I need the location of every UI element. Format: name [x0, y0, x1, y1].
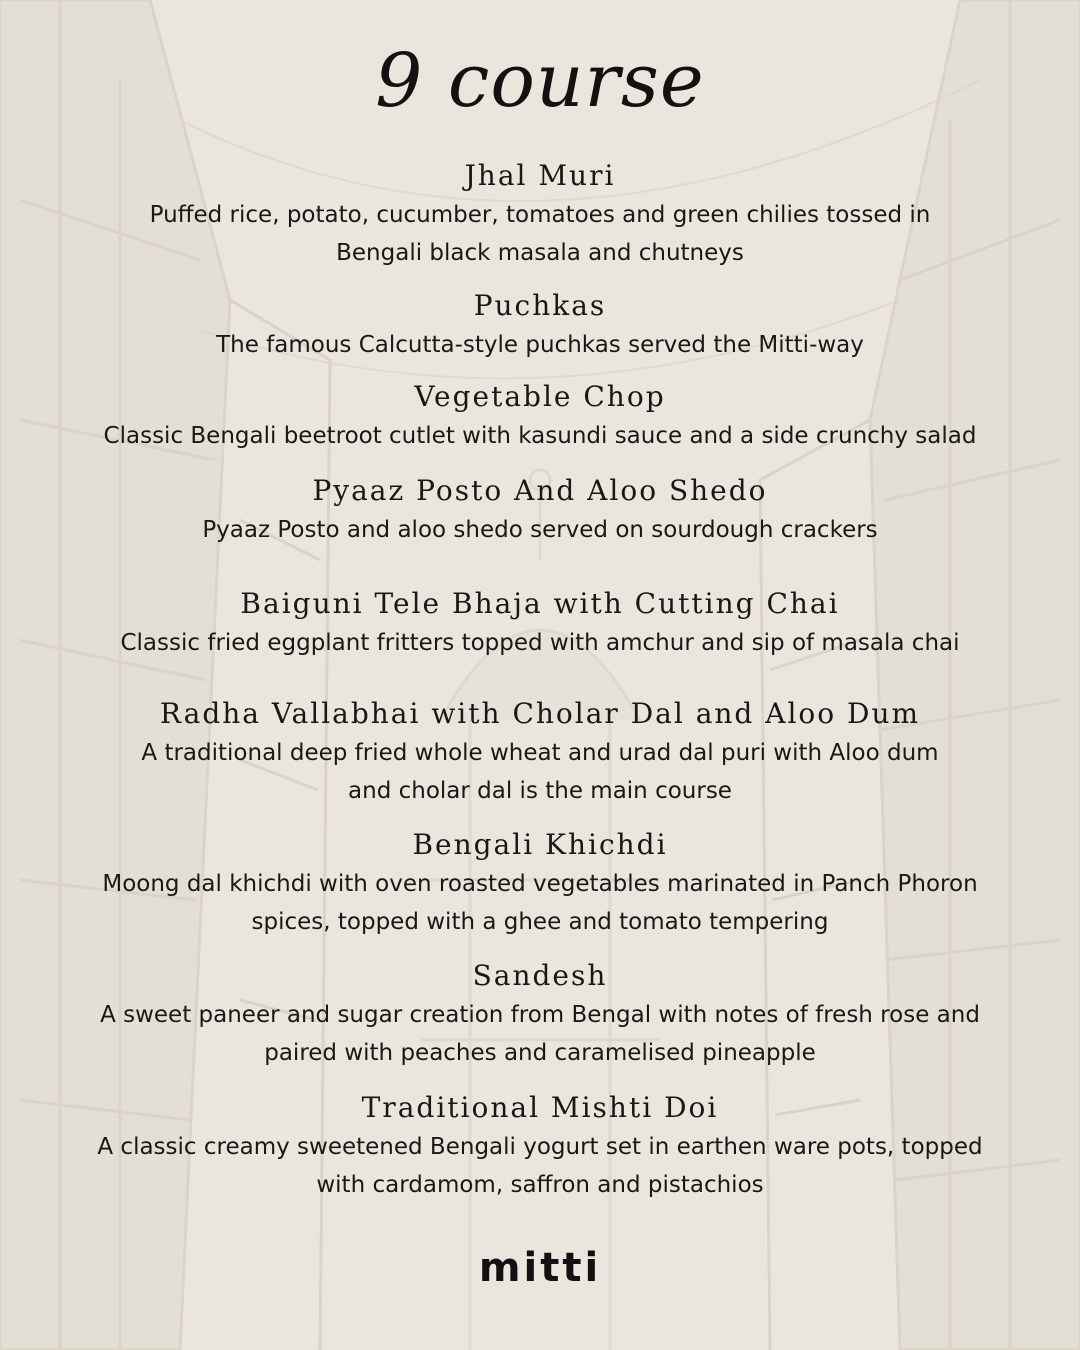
course-description-line: Classic fried eggplant fritters topped with amchur and sip of masala chai	[120, 630, 960, 656]
course-description	[40, 196, 1040, 272]
course-description-line: Bengali black masala and chutneys	[336, 240, 744, 266]
course-name: Bengali Khichdi	[412, 828, 668, 861]
course-description-line: Pyaaz Posto and aloo shedo served on sourdough crackers	[202, 517, 878, 543]
course-item	[40, 473, 1040, 549]
course-description-line: A traditional deep fried whole wheat and urad dal puri with Aloo dum	[141, 740, 939, 766]
course-description-line: Puffed rice, potato, cucumber, tomatoes and green chilies tossed in	[149, 202, 931, 228]
course-description-line: Classic Bengali beetroot cutlet with kasundi sauce and a side crunchy salad	[103, 423, 977, 449]
course-item	[40, 827, 1040, 941]
course-description	[40, 417, 1040, 455]
course-name: Pyaaz Posto And Aloo Shedo	[312, 474, 768, 507]
course-item	[40, 158, 1040, 272]
course-name: Jhal Muri	[464, 159, 616, 192]
course-item	[40, 1090, 1040, 1204]
course-item	[40, 379, 1040, 455]
course-name: Traditional Mishti Doi	[361, 1091, 719, 1124]
menu-title: 9 course	[375, 38, 705, 124]
course-description-line: paired with peaches and caramelised pineapple	[264, 1040, 816, 1066]
course-description	[40, 865, 1040, 941]
course-item	[40, 958, 1040, 1072]
course-description	[40, 326, 1040, 364]
course-item	[40, 586, 1040, 662]
course-description-line: Moong dal khichdi with oven roasted vegetables marinated in Panch Phoron	[102, 871, 978, 897]
course-name: Baiguni Tele Bhaja with Cutting Chai	[240, 587, 840, 620]
course-description	[40, 996, 1040, 1072]
course-item	[40, 696, 1040, 810]
course-description-line: A classic creamy sweetened Bengali yogurt set in earthen ware pots, topped	[97, 1134, 983, 1160]
course-name: Radha Vallabhai with Cholar Dal and Aloo Dum	[159, 697, 921, 730]
course-description-line: with cardamom, saffron and pistachios	[316, 1172, 764, 1198]
course-description	[40, 624, 1040, 662]
course-name: Puchkas	[473, 289, 607, 322]
course-item	[40, 288, 1040, 364]
brand-logo: mitti	[478, 1245, 602, 1291]
course-name: Sandesh	[472, 959, 608, 992]
course-description-line: The famous Calcutta-style puchkas served the Mitti-way	[216, 332, 864, 358]
course-description	[40, 734, 1040, 810]
course-description	[40, 511, 1040, 549]
course-description-line: and cholar dal is the main course	[348, 778, 732, 804]
course-description-line: A sweet paneer and sugar creation from Bengal with notes of fresh rose and	[100, 1002, 980, 1028]
course-description	[40, 1128, 1040, 1204]
course-name: Vegetable Chop	[414, 380, 666, 413]
course-description-line: spices, topped with a ghee and tomato tempering	[251, 909, 829, 935]
